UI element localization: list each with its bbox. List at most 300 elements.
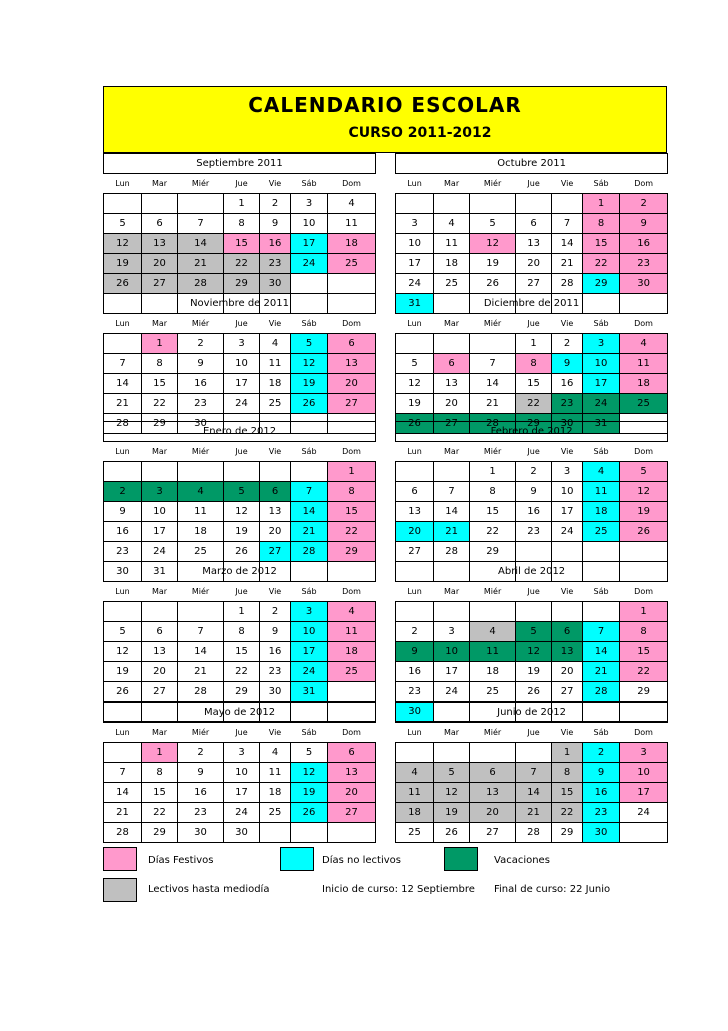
day-cell: 19 — [104, 254, 142, 274]
month-title: Septiembre 2011 — [104, 154, 376, 174]
legend-label-inicio: Inicio de curso: 12 Septiembre — [322, 884, 475, 895]
day-cell: 30 — [396, 702, 434, 722]
day-name-header: Miér — [470, 314, 516, 334]
day-cell: 29 — [328, 542, 376, 562]
day-name-header: Jue — [516, 723, 552, 743]
day-cell: 14 — [470, 374, 516, 394]
day-cell: 31 — [583, 414, 620, 434]
empty-day-cell — [396, 194, 434, 214]
day-cell: 13 — [142, 234, 178, 254]
day-cell: 16 — [260, 234, 291, 254]
day-name-header: Miér — [178, 174, 224, 194]
page-subtitle: CURSO 2011-2012 — [348, 125, 492, 141]
day-name-header: Lun — [104, 174, 142, 194]
empty-day-cell — [470, 334, 516, 354]
empty-day-cell — [178, 462, 224, 482]
day-cell: 17 — [552, 502, 583, 522]
day-cell: 17 — [142, 522, 178, 542]
day-cell: 13 — [142, 642, 178, 662]
day-cell: 12 — [291, 354, 328, 374]
day-cell: 28 — [470, 414, 516, 434]
day-name-header: Lun — [396, 442, 434, 462]
day-cell: 9 — [396, 642, 434, 662]
day-cell: 11 — [396, 783, 434, 803]
day-cell: 15 — [516, 374, 552, 394]
day-cell: 9 — [516, 482, 552, 502]
day-cell: 9 — [620, 214, 668, 234]
day-cell: 10 — [396, 234, 434, 254]
day-cell: 30 — [260, 682, 291, 702]
day-cell: 17 — [224, 783, 260, 803]
day-cell: 26 — [104, 274, 142, 294]
empty-day-cell — [104, 743, 142, 763]
day-cell: 21 — [104, 394, 142, 414]
day-cell: 13 — [328, 763, 376, 783]
day-cell: 31 — [142, 562, 178, 582]
day-cell: 1 — [516, 334, 552, 354]
day-cell: 8 — [620, 622, 668, 642]
month-title: Octubre 2011 — [396, 154, 668, 174]
day-cell: 19 — [396, 394, 434, 414]
day-cell: 10 — [291, 214, 328, 234]
day-cell: 29 — [552, 823, 583, 843]
day-cell: 21 — [178, 254, 224, 274]
month-row-grid — [103, 153, 668, 314]
month-title: Enero de 2012 — [104, 422, 376, 442]
day-cell: 30 — [620, 274, 668, 294]
day-name-header: Vie — [260, 723, 291, 743]
day-cell: 3 — [224, 743, 260, 763]
day-cell: 23 — [260, 662, 291, 682]
day-cell: 30 — [224, 823, 260, 843]
day-cell: 23 — [178, 394, 224, 414]
day-name-header: Lun — [104, 314, 142, 334]
day-name-header: Miér — [178, 442, 224, 462]
day-cell: 12 — [396, 374, 434, 394]
empty-day-cell — [583, 602, 620, 622]
day-cell: 19 — [224, 522, 260, 542]
day-cell: 24 — [291, 662, 328, 682]
day-cell: 19 — [470, 254, 516, 274]
day-cell: 31 — [396, 294, 434, 314]
empty-day-cell — [291, 823, 328, 843]
day-cell: 26 — [291, 394, 328, 414]
day-cell: 26 — [104, 682, 142, 702]
day-name-header: Mar — [434, 723, 470, 743]
day-cell: 2 — [178, 334, 224, 354]
day-name-header: Miér — [470, 174, 516, 194]
day-cell: 22 — [516, 394, 552, 414]
day-cell: 8 — [224, 622, 260, 642]
empty-day-cell — [434, 743, 470, 763]
day-cell: 10 — [620, 763, 668, 783]
day-cell: 14 — [516, 783, 552, 803]
day-cell: 5 — [291, 743, 328, 763]
day-cell: 11 — [260, 354, 291, 374]
day-cell: 15 — [470, 502, 516, 522]
day-cell: 25 — [583, 522, 620, 542]
day-cell: 9 — [178, 763, 224, 783]
day-cell: 7 — [552, 214, 583, 234]
day-cell: 8 — [328, 482, 376, 502]
day-cell: 20 — [142, 254, 178, 274]
empty-day-cell — [178, 602, 224, 622]
day-cell: 5 — [104, 214, 142, 234]
empty-day-cell — [104, 334, 142, 354]
day-cell: 1 — [224, 602, 260, 622]
day-name-header: Dom — [328, 174, 376, 194]
empty-day-cell — [328, 823, 376, 843]
day-cell: 20 — [470, 803, 516, 823]
day-cell: 25 — [260, 394, 291, 414]
day-cell: 26 — [224, 542, 260, 562]
day-cell: 11 — [434, 234, 470, 254]
day-cell: 30 — [104, 562, 142, 582]
empty-day-cell — [142, 194, 178, 214]
day-name-header: Sáb — [583, 174, 620, 194]
day-cell: 7 — [178, 214, 224, 234]
day-cell: 25 — [620, 394, 668, 414]
day-name-header: Mar — [434, 442, 470, 462]
day-cell: 3 — [224, 334, 260, 354]
day-cell: 18 — [178, 522, 224, 542]
day-name-header: Jue — [516, 174, 552, 194]
day-name-header: Mar — [142, 174, 178, 194]
day-name-header: Jue — [224, 723, 260, 743]
legend — [103, 842, 667, 902]
day-cell: 13 — [470, 783, 516, 803]
day-cell: 28 — [104, 823, 142, 843]
day-name-header: Dom — [620, 582, 668, 602]
legend-label-mediodia: Lectivos hasta mediodía — [148, 884, 270, 895]
empty-day-cell — [552, 602, 583, 622]
day-cell: 29 — [516, 414, 552, 434]
month-row-grid — [103, 702, 668, 843]
empty-day-cell — [516, 194, 552, 214]
day-cell: 10 — [583, 354, 620, 374]
month-title: Marzo de 2012 — [104, 562, 376, 582]
day-cell: 11 — [260, 763, 291, 783]
day-cell: 5 — [620, 462, 668, 482]
empty-day-cell — [470, 743, 516, 763]
day-cell: 3 — [434, 622, 470, 642]
day-cell: 23 — [104, 542, 142, 562]
day-cell: 2 — [260, 194, 291, 214]
day-cell: 3 — [291, 194, 328, 214]
day-cell: 13 — [552, 642, 583, 662]
day-cell: 27 — [552, 682, 583, 702]
day-cell: 24 — [620, 803, 668, 823]
day-cell: 7 — [470, 354, 516, 374]
day-name-header: Dom — [620, 314, 668, 334]
day-cell: 1 — [328, 462, 376, 482]
day-cell: 15 — [224, 642, 260, 662]
day-cell: 5 — [470, 214, 516, 234]
day-cell: 21 — [552, 254, 583, 274]
empty-day-cell — [552, 194, 583, 214]
day-name-header: Jue — [516, 314, 552, 334]
day-cell: 24 — [224, 803, 260, 823]
day-cell: 26 — [291, 803, 328, 823]
day-cell: 21 — [291, 522, 328, 542]
day-name-header: Miér — [178, 723, 224, 743]
day-cell: 17 — [291, 642, 328, 662]
day-cell: 28 — [583, 682, 620, 702]
empty-day-cell — [104, 194, 142, 214]
day-name-header: Jue — [224, 582, 260, 602]
day-cell: 29 — [470, 542, 516, 562]
day-cell: 11 — [470, 642, 516, 662]
day-cell: 3 — [142, 482, 178, 502]
day-cell: 27 — [142, 274, 178, 294]
day-cell: 27 — [328, 394, 376, 414]
day-cell: 4 — [434, 214, 470, 234]
day-cell: 7 — [104, 763, 142, 783]
day-cell: 29 — [142, 823, 178, 843]
day-name-header: Sáb — [291, 723, 328, 743]
day-cell: 8 — [142, 354, 178, 374]
day-cell: 17 — [224, 374, 260, 394]
day-cell: 25 — [434, 274, 470, 294]
day-name-header: Sáb — [291, 442, 328, 462]
day-name-header: Sáb — [583, 442, 620, 462]
empty-day-cell — [516, 542, 552, 562]
day-cell: 16 — [178, 374, 224, 394]
day-cell: 15 — [583, 234, 620, 254]
day-cell: 19 — [434, 803, 470, 823]
day-cell: 26 — [396, 414, 434, 434]
day-cell: 29 — [224, 682, 260, 702]
day-name-header: Jue — [224, 174, 260, 194]
day-cell: 4 — [260, 743, 291, 763]
day-cell: 16 — [260, 642, 291, 662]
day-cell: 21 — [104, 803, 142, 823]
day-cell: 19 — [291, 374, 328, 394]
day-cell: 11 — [328, 214, 376, 234]
day-cell: 10 — [224, 354, 260, 374]
day-cell: 26 — [470, 274, 516, 294]
month-row-grid — [103, 293, 668, 434]
day-name-header: Dom — [620, 442, 668, 462]
day-cell: 12 — [104, 642, 142, 662]
day-cell: 3 — [583, 334, 620, 354]
day-cell: 17 — [620, 783, 668, 803]
day-cell: 28 — [516, 823, 552, 843]
day-cell: 28 — [178, 274, 224, 294]
day-cell: 20 — [328, 374, 376, 394]
empty-day-cell — [142, 462, 178, 482]
day-name-header: Vie — [260, 314, 291, 334]
day-cell: 18 — [470, 662, 516, 682]
day-cell: 30 — [178, 414, 224, 434]
day-cell: 18 — [434, 254, 470, 274]
day-cell: 23 — [178, 803, 224, 823]
empty-day-cell — [178, 194, 224, 214]
empty-day-cell — [328, 682, 376, 702]
day-name-header: Vie — [552, 723, 583, 743]
day-cell: 7 — [104, 354, 142, 374]
day-cell: 2 — [516, 462, 552, 482]
day-cell: 16 — [620, 234, 668, 254]
day-cell: 27 — [396, 542, 434, 562]
day-cell: 3 — [396, 214, 434, 234]
day-name-header: Sáb — [583, 723, 620, 743]
day-cell: 18 — [328, 234, 376, 254]
day-cell: 12 — [470, 234, 516, 254]
day-cell: 16 — [104, 522, 142, 542]
day-cell: 22 — [142, 394, 178, 414]
day-cell: 12 — [434, 783, 470, 803]
day-cell: 4 — [583, 462, 620, 482]
day-cell: 15 — [552, 783, 583, 803]
day-cell: 16 — [178, 783, 224, 803]
day-cell: 6 — [434, 354, 470, 374]
day-cell: 27 — [516, 274, 552, 294]
day-name-header: Jue — [516, 442, 552, 462]
day-cell: 11 — [328, 622, 376, 642]
day-cell: 27 — [142, 682, 178, 702]
day-cell: 22 — [224, 662, 260, 682]
day-cell: 13 — [260, 502, 291, 522]
empty-day-cell — [516, 743, 552, 763]
day-cell: 4 — [620, 334, 668, 354]
day-cell: 24 — [583, 394, 620, 414]
month-row-grid — [103, 561, 668, 722]
day-cell: 14 — [104, 374, 142, 394]
day-cell: 23 — [396, 682, 434, 702]
day-name-header: Miér — [178, 314, 224, 334]
day-cell: 1 — [583, 194, 620, 214]
day-cell: 28 — [291, 542, 328, 562]
day-name-header: Miér — [470, 723, 516, 743]
day-cell: 2 — [104, 482, 142, 502]
day-cell: 27 — [260, 542, 291, 562]
day-cell: 20 — [328, 783, 376, 803]
day-name-header: Sáb — [291, 314, 328, 334]
day-cell: 2 — [620, 194, 668, 214]
empty-day-cell — [396, 462, 434, 482]
day-cell: 5 — [104, 622, 142, 642]
day-name-header: Vie — [260, 442, 291, 462]
day-cell: 5 — [291, 334, 328, 354]
day-cell: 29 — [583, 274, 620, 294]
day-cell: 24 — [291, 254, 328, 274]
day-cell: 18 — [396, 803, 434, 823]
day-cell: 10 — [434, 642, 470, 662]
empty-day-cell — [104, 602, 142, 622]
day-cell: 7 — [583, 622, 620, 642]
day-cell: 15 — [224, 234, 260, 254]
month-title: Abril de 2012 — [396, 562, 668, 582]
day-name-header: Lun — [104, 723, 142, 743]
day-cell: 20 — [142, 662, 178, 682]
day-cell: 21 — [434, 522, 470, 542]
empty-day-cell — [434, 334, 470, 354]
day-cell: 28 — [552, 274, 583, 294]
day-cell: 22 — [142, 803, 178, 823]
day-cell: 13 — [328, 354, 376, 374]
empty-day-cell — [620, 542, 668, 562]
day-cell: 6 — [516, 214, 552, 234]
day-cell: 5 — [516, 622, 552, 642]
day-cell: 6 — [328, 743, 376, 763]
day-cell: 2 — [396, 622, 434, 642]
day-cell: 13 — [516, 234, 552, 254]
day-name-header: Mar — [434, 174, 470, 194]
empty-day-cell — [620, 823, 668, 843]
day-cell: 26 — [434, 823, 470, 843]
day-name-header: Dom — [328, 582, 376, 602]
day-name-header: Vie — [552, 314, 583, 334]
day-cell: 23 — [620, 254, 668, 274]
day-cell: 16 — [583, 783, 620, 803]
day-cell: 6 — [260, 482, 291, 502]
day-name-header: Vie — [260, 174, 291, 194]
month-title: Noviembre de 2011 — [104, 294, 376, 314]
day-cell: 7 — [291, 482, 328, 502]
empty-day-cell — [260, 823, 291, 843]
day-cell: 21 — [470, 394, 516, 414]
day-cell: 21 — [178, 662, 224, 682]
day-cell: 1 — [142, 743, 178, 763]
day-cell: 11 — [620, 354, 668, 374]
day-cell: 25 — [328, 662, 376, 682]
day-cell: 14 — [291, 502, 328, 522]
day-cell: 12 — [620, 482, 668, 502]
day-cell: 8 — [552, 763, 583, 783]
day-name-header: Jue — [224, 314, 260, 334]
day-cell: 18 — [583, 502, 620, 522]
day-cell: 12 — [224, 502, 260, 522]
month-title: Mayo de 2012 — [104, 703, 376, 723]
day-name-header: Lun — [396, 582, 434, 602]
empty-day-cell — [224, 462, 260, 482]
legend-label-festivos: Días Festivos — [148, 855, 214, 866]
empty-day-cell — [142, 602, 178, 622]
day-cell: 4 — [178, 482, 224, 502]
day-cell: 29 — [620, 682, 668, 702]
day-name-header: Lun — [104, 442, 142, 462]
day-cell: 28 — [434, 542, 470, 562]
day-cell: 20 — [552, 662, 583, 682]
day-cell: 14 — [583, 642, 620, 662]
day-cell: 16 — [396, 662, 434, 682]
day-name-header: Mar — [142, 582, 178, 602]
legend-label-vacaciones: Vacaciones — [494, 855, 550, 866]
day-cell: 23 — [552, 394, 583, 414]
day-cell: 28 — [178, 682, 224, 702]
day-cell: 6 — [552, 622, 583, 642]
day-cell: 3 — [552, 462, 583, 482]
day-cell: 3 — [620, 743, 668, 763]
day-cell: 22 — [470, 522, 516, 542]
day-cell: 20 — [516, 254, 552, 274]
empty-day-cell — [291, 274, 328, 294]
day-cell: 2 — [260, 602, 291, 622]
day-cell: 24 — [396, 274, 434, 294]
day-cell: 10 — [142, 502, 178, 522]
month-row-grid — [103, 421, 668, 582]
day-cell: 8 — [224, 214, 260, 234]
day-cell: 25 — [178, 542, 224, 562]
empty-day-cell — [516, 602, 552, 622]
day-cell: 23 — [583, 803, 620, 823]
day-cell: 22 — [552, 803, 583, 823]
day-cell: 6 — [142, 622, 178, 642]
day-name-header: Sáb — [583, 582, 620, 602]
month-title: Febrero de 2012 — [396, 422, 668, 442]
day-cell: 1 — [620, 602, 668, 622]
